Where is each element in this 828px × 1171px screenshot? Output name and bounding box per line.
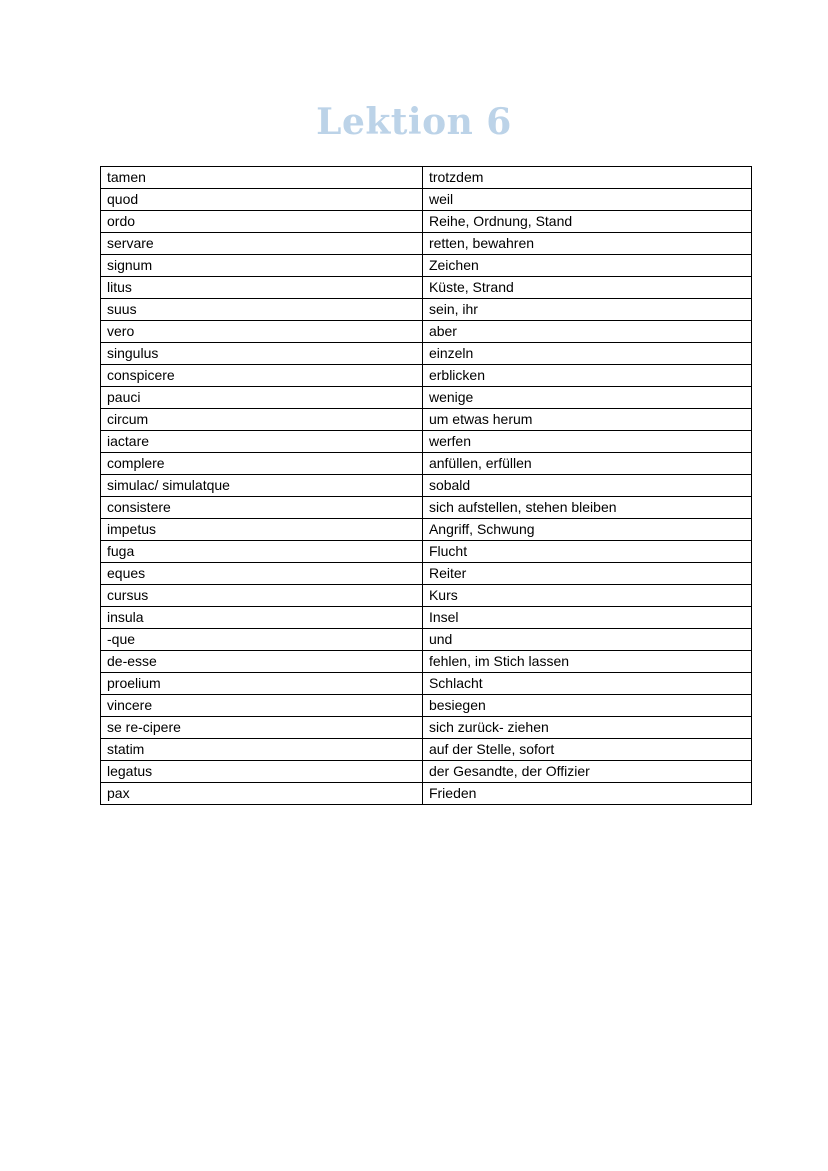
vocabulary-table — [100, 166, 752, 805]
german-translation-cell: der Gesandte, der Offizier — [422, 761, 751, 783]
table-row — [101, 585, 752, 607]
german-translation-cell: aber — [422, 321, 751, 343]
table-row — [101, 739, 752, 761]
latin-word-cell: quod — [101, 189, 423, 211]
latin-word-cell: tamen — [101, 167, 423, 189]
latin-word-cell: se re-cipere — [101, 717, 423, 739]
table-row — [101, 365, 752, 387]
german-translation-cell: Angriff, Schwung — [422, 519, 751, 541]
german-translation-cell: Zeichen — [422, 255, 751, 277]
german-translation-cell: wenige — [422, 387, 751, 409]
german-translation-cell: und — [422, 629, 751, 651]
german-translation-cell: Insel — [422, 607, 751, 629]
table-row — [101, 607, 752, 629]
latin-word-cell: cursus — [101, 585, 423, 607]
german-translation-cell: anfüllen, erfüllen — [422, 453, 751, 475]
table-row — [101, 695, 752, 717]
latin-word-cell: singulus — [101, 343, 423, 365]
table-row — [101, 673, 752, 695]
table-row — [101, 189, 752, 211]
table-row — [101, 475, 752, 497]
german-translation-cell: besiegen — [422, 695, 751, 717]
latin-word-cell: conspicere — [101, 365, 423, 387]
table-row — [101, 387, 752, 409]
table-row — [101, 519, 752, 541]
latin-word-cell: statim — [101, 739, 423, 761]
latin-word-cell: ordo — [101, 211, 423, 233]
table-row — [101, 321, 752, 343]
latin-word-cell: litus — [101, 277, 423, 299]
table-row — [101, 717, 752, 739]
table-row — [101, 211, 752, 233]
latin-word-cell: simulac/ simulatque — [101, 475, 423, 497]
german-translation-cell: Küste, Strand — [422, 277, 751, 299]
german-translation-cell: auf der Stelle, sofort — [422, 739, 751, 761]
table-row — [101, 255, 752, 277]
latin-word-cell: eques — [101, 563, 423, 585]
latin-word-cell: vero — [101, 321, 423, 343]
latin-word-cell: circum — [101, 409, 423, 431]
german-translation-cell: Flucht — [422, 541, 751, 563]
german-translation-cell: werfen — [422, 431, 751, 453]
latin-word-cell: pauci — [101, 387, 423, 409]
table-row — [101, 497, 752, 519]
latin-word-cell: insula — [101, 607, 423, 629]
german-translation-cell: Kurs — [422, 585, 751, 607]
table-row — [101, 563, 752, 585]
table-row — [101, 167, 752, 189]
german-translation-cell: um etwas herum — [422, 409, 751, 431]
table-row — [101, 343, 752, 365]
latin-word-cell: iactare — [101, 431, 423, 453]
table-row — [101, 651, 752, 673]
german-translation-cell: sich zurück- ziehen — [422, 717, 751, 739]
latin-word-cell: suus — [101, 299, 423, 321]
latin-word-cell: impetus — [101, 519, 423, 541]
latin-word-cell: signum — [101, 255, 423, 277]
german-translation-cell: sich aufstellen, stehen bleiben — [422, 497, 751, 519]
latin-word-cell: de-esse — [101, 651, 423, 673]
german-translation-cell: weil — [422, 189, 751, 211]
german-translation-cell: retten, bewahren — [422, 233, 751, 255]
latin-word-cell: vincere — [101, 695, 423, 717]
german-translation-cell: sobald — [422, 475, 751, 497]
german-translation-cell: Reiter — [422, 563, 751, 585]
table-row — [101, 761, 752, 783]
german-translation-cell: einzeln — [422, 343, 751, 365]
table-row — [101, 629, 752, 651]
table-row — [101, 299, 752, 321]
german-translation-cell: sein, ihr — [422, 299, 751, 321]
latin-word-cell: pax — [101, 783, 423, 805]
latin-word-cell: servare — [101, 233, 423, 255]
table-row — [101, 783, 752, 805]
german-translation-cell: Frieden — [422, 783, 751, 805]
table-row — [101, 409, 752, 431]
table-row — [101, 453, 752, 475]
latin-word-cell: -que — [101, 629, 423, 651]
latin-word-cell: proelium — [101, 673, 423, 695]
german-translation-cell: trotzdem — [422, 167, 751, 189]
table-row — [101, 431, 752, 453]
latin-word-cell: legatus — [101, 761, 423, 783]
german-translation-cell: Reihe, Ordnung, Stand — [422, 211, 751, 233]
table-row — [101, 233, 752, 255]
latin-word-cell: fuga — [101, 541, 423, 563]
table-row — [101, 541, 752, 563]
latin-word-cell: complere — [101, 453, 423, 475]
german-translation-cell: erblicken — [422, 365, 751, 387]
german-translation-cell: fehlen, im Stich lassen — [422, 651, 751, 673]
latin-word-cell: consistere — [101, 497, 423, 519]
vocabulary-table-body — [101, 167, 752, 805]
german-translation-cell: Schlacht — [422, 673, 751, 695]
page-title: Lektion 6 — [316, 101, 512, 143]
table-row — [101, 277, 752, 299]
